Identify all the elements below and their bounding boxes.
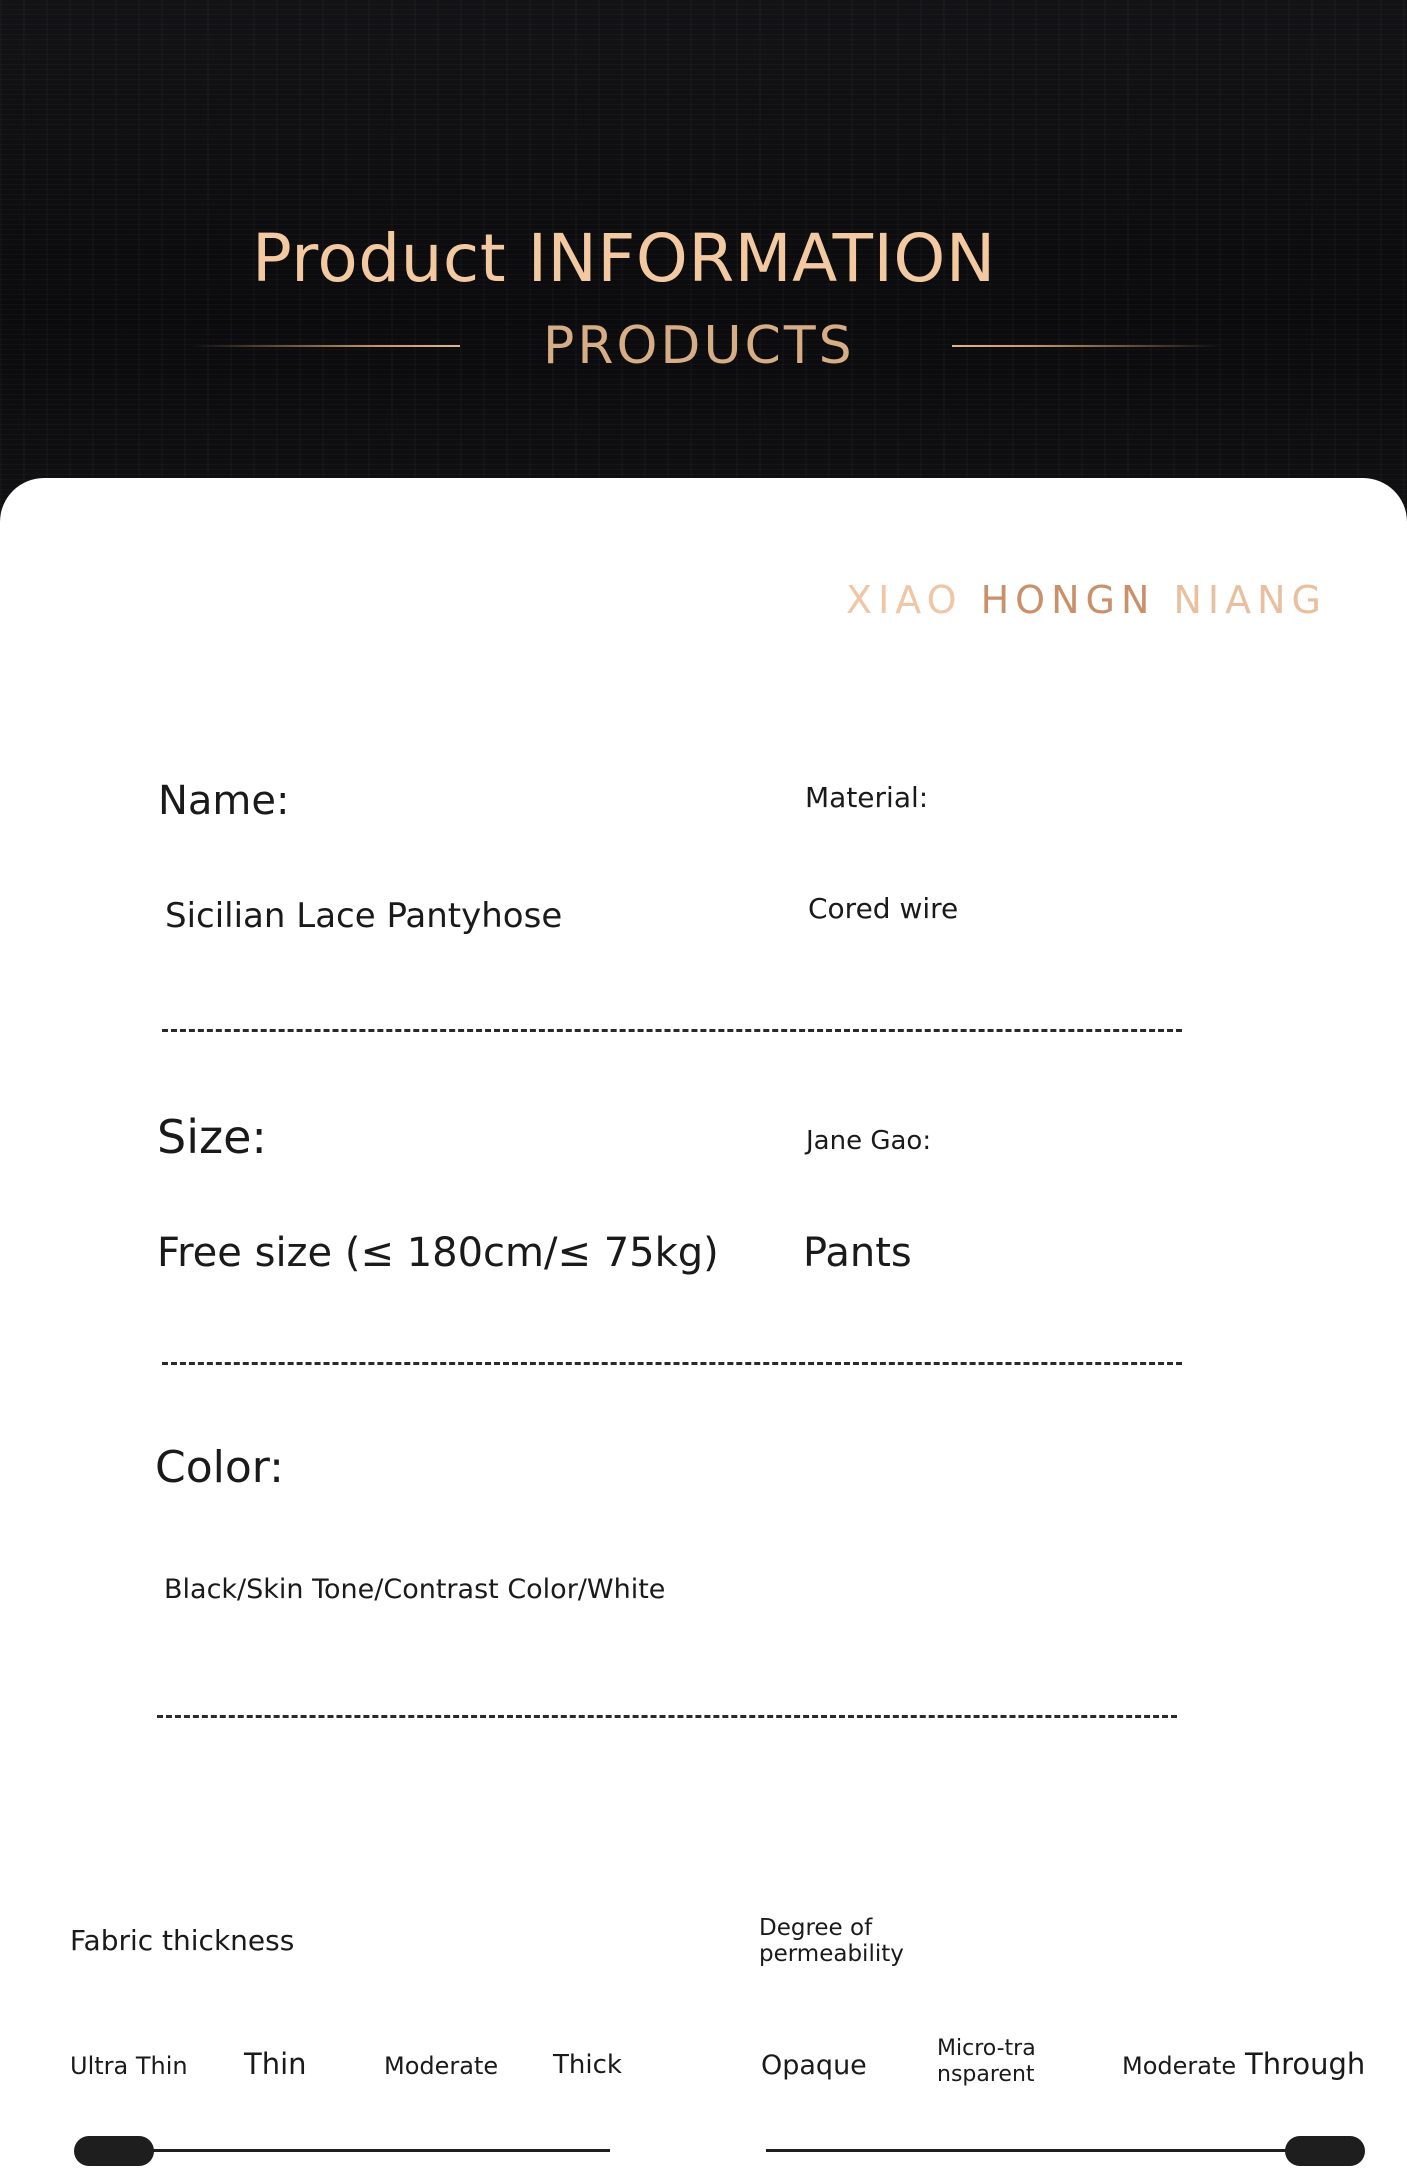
thickness-option: Ultra Thin — [70, 2052, 188, 2080]
thickness-option: Thick — [553, 2050, 622, 2080]
page-subtitle: PRODUCTS — [543, 316, 855, 376]
permeability-option: Through — [1245, 2047, 1366, 2081]
name-value: Sicilian Lace Pantyhose — [165, 896, 563, 936]
size-label: Size: — [157, 1110, 267, 1164]
color-value: Black/Skin Tone/Contrast Color/White — [164, 1574, 666, 1605]
divider-left — [190, 345, 460, 347]
material-value: Cored wire — [808, 892, 959, 925]
permeability-option-line1: Micro-tra — [937, 2036, 1036, 2061]
material-label: Material: — [805, 781, 929, 814]
color-label: Color: — [155, 1442, 284, 1493]
brand-word-3: NIANG — [1173, 578, 1327, 622]
permeability-option: Moderate — [1122, 2052, 1237, 2080]
thickness-indicator — [74, 2136, 154, 2166]
permeability-title-line1: Degree of — [759, 1915, 873, 1941]
page-title: Product INFORMATION — [252, 220, 996, 297]
divider-right — [952, 345, 1222, 347]
permeability-option: Opaque — [761, 2050, 867, 2081]
brand-word-2: HONGN — [980, 578, 1156, 622]
product-info-card — [0, 478, 1407, 2178]
permeability-title — [759, 1915, 904, 1967]
section-divider — [162, 1362, 1182, 1365]
permeability-option — [937, 2036, 1036, 2088]
style-label: Jane Gao: — [806, 1126, 932, 1156]
section-divider — [157, 1715, 1177, 1718]
brand-word-1: XIAO — [846, 578, 963, 622]
header-banner — [0, 0, 1407, 520]
section-divider — [162, 1029, 1182, 1032]
permeability-title-line2: permeability — [759, 1941, 904, 1967]
name-label: Name: — [158, 778, 290, 824]
style-value: Pants — [803, 1230, 912, 1276]
permeability-track — [766, 2149, 1360, 2152]
thickness-track — [76, 2149, 610, 2152]
thickness-option: Moderate — [384, 2052, 499, 2080]
thickness-title: Fabric thickness — [70, 1924, 295, 1957]
size-value: Free size (≤ 180cm/≤ 75kg) — [157, 1230, 719, 1276]
permeability-indicator — [1285, 2136, 1365, 2166]
thickness-option: Thin — [244, 2047, 307, 2081]
permeability-option-line2: nsparent — [937, 2062, 1035, 2087]
brand-logo — [846, 578, 1327, 622]
